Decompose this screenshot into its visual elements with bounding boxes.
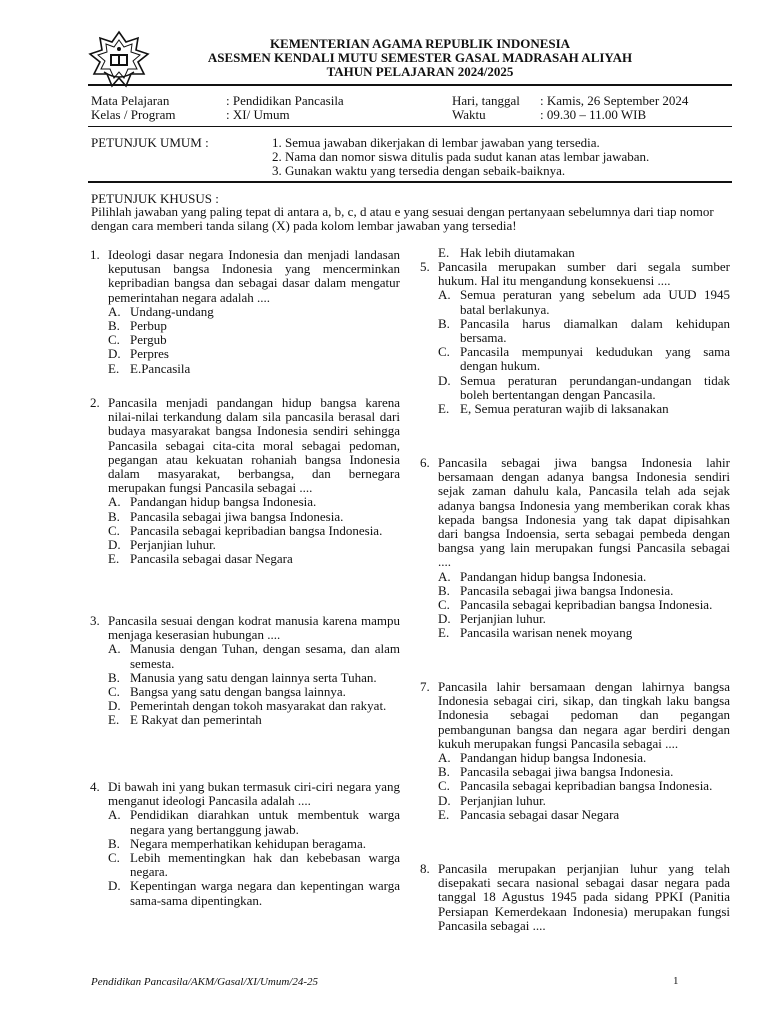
instructions-divider [88, 181, 732, 183]
question-text: Pancasila menjadi pandangan hidup bangsa karena nilai-nilai terkandung dalam sila pancasila berasal dari budaya masyarakat bangsa Indonesia sendiri sehingga Pancasila sebagai cita-cita moral sebagai pedoman, pegangan atau kekuatan rohaniah bangsa Indonesia dalam masyarakat, berbangsa, dan bernegara merupakan fungsi Pancasila sebagai .... [108, 395, 400, 496]
question-text: Pancasila merupakan sumber dari segala sumber hukum. Hal itu mengandung konsekuensi .... [438, 259, 730, 289]
question-text: Pancasila sebagai jiwa bangsa Indonesia lahir bersamaan dengan adanya bangsa Indonesia sendiri sejak zaman dahulu kala, Pancasila telah ada sejak adanya bangsa Indonesia yang memberikan corak khas kepada bangsa Indonesia yang tak dapat dipisahkan dari bangsa Indoensia, serta sebagai pembeda dengan bangsa yang lain merupakan fungsi Pancasila sebagai .... [438, 455, 730, 570]
header-ministry: KEMENTERIAN AGAMA REPUBLIK INDONESIA [269, 36, 571, 51]
question-text: Ideologi dasar negara Indonesia dan menjadi landasan keputusan bangsa Indonesia yang mencerminkan kepribadian bangsa dan sebagai dasar dalam mengatur pemerintahan negara adalah .... [108, 247, 400, 305]
option-text: Pancasila sebagai jiwa bangsa Indonesia. [130, 508, 344, 524]
option-text: Pancasila sebagai jiwa bangsa Indonesia. [460, 764, 674, 780]
question-number: 8. [420, 861, 430, 876]
option-text: Semua peraturan perundangan-undangan tidak boleh bertentangan dengan Pancasila. [460, 372, 730, 402]
option-text: Perjanjian luhur. [130, 537, 216, 553]
question-item [420, 260, 730, 416]
time-label: Waktu [452, 107, 486, 122]
option-letter: D. [438, 611, 451, 627]
footer-document-code: Pendidikan Pancasila/AKM/Gasal/XI/Umum/24-25 [91, 976, 318, 988]
option-text: Semua peraturan yang sebelum ada UUD 1945 batal berlakunya. [460, 287, 730, 317]
option-text: Bangsa yang satu dengan bangsa lainnya. [130, 684, 346, 700]
special-instructions-text: Pilihlah jawaban yang paling tepat di antara a, b, c, d atau e yang sesuai dengan pertanyaan sebelumnya dari tiap nomor dengan cara memberi tanda silang (X) pada kolom lembar jawaban yang tersedia! [91, 204, 714, 233]
question-item [420, 456, 730, 641]
general-instructions-label: PETUNJUK UMUM : [91, 135, 209, 150]
option-text: E.Pancasila [130, 360, 191, 376]
option-letter: A. [108, 494, 121, 510]
question-text: Di bawah ini yang bukan termasuk ciri-ciri negara yang menganut ideologi Pancasila adalah .... [108, 779, 400, 809]
option-text: Perbup [130, 318, 167, 334]
option-letter: E. [108, 360, 120, 376]
option-letter: A. [108, 807, 121, 823]
day-value: : Kamis, 26 September 2024 [540, 93, 689, 108]
question-number: 7. [420, 679, 430, 694]
option-letter: E. [108, 551, 120, 567]
question-number: 2. [90, 395, 100, 410]
question-item [90, 248, 400, 376]
question-text: Pancasila merupakan perjanjian luhur yang telah disepakati secara nasional sebagai dasar negara pada tanggal 18 Agustus 1945 pada sidang PPKI (Panitia Persiapan Kemerdekaan Indonesia) merupakan fungsi Pancasila sebagai .... [438, 861, 730, 933]
option-text: Pancasila sebagai dasar Negara [130, 551, 293, 567]
option-letter: B. [108, 318, 120, 334]
header-divider [88, 84, 732, 86]
option-text: Undang-undang [130, 303, 214, 319]
option-text: Pancasila sebagai jiwa bangsa Indonesia. [460, 582, 674, 598]
general-instruction-item: 3. Gunakan waktu yang tersedia dengan sebaik-baiknya. [272, 163, 566, 178]
option-text: Negara memperhatikan kehidupan beragama. [130, 835, 367, 851]
option-text: Pancasia sebagai dasar Negara [460, 806, 620, 822]
option-text: Pancasila sebagai kepribadian bangsa Indonesia. [460, 597, 713, 613]
option-text: Perjanjian luhur. [460, 792, 546, 808]
question-number: 3. [90, 613, 100, 628]
option-text: Pandangan hidup bangsa Indonesia. [130, 494, 317, 510]
info-divider [88, 126, 732, 127]
option-letter: D. [438, 372, 451, 388]
class-value: : XI/ Umum [226, 107, 290, 122]
option-text: Lebih mementingkan hak dan kebebasan warga negara. [130, 850, 400, 880]
option-letter: C. [438, 344, 450, 360]
option-letter: D. [108, 537, 121, 553]
option-text: E, Semua peraturan wajib di laksanakan [460, 401, 669, 417]
option-text: Pandangan hidup bangsa Indonesia. [460, 750, 647, 766]
option-letter: A. [438, 568, 451, 584]
option-letter: E. [438, 401, 450, 417]
option-text: Pendidikan diarahkan untuk membentuk warga negara yang bertanggung jawab. [130, 807, 400, 837]
general-instruction-item: 2. Nama dan nomor siswa ditulis pada sudut kanan atas lembar jawaban. [272, 149, 650, 164]
question-number: 6. [420, 455, 430, 470]
day-label: Hari, tanggal [452, 93, 520, 108]
option-text: Pemerintah dengan tokoh masyarakat dan rakyat. [130, 698, 387, 714]
option-letter: D. [108, 698, 121, 714]
question-text: Pancasila lahir bersamaan dengan lahirnya bangsa Indonesia sebagai ciri, sikap, dan tingkah laku bangsa Indonesia sebagai pedoman dan pegangan pembangunan bangsa dan negara agar berdiri dengan kukuh merupakan fungsi Pancasila sebagai .... [438, 679, 730, 751]
special-instructions-label: PETUNJUK KHUSUS : [91, 191, 219, 206]
option-letter: A. [108, 641, 121, 657]
page-number: 1 [673, 975, 679, 987]
option-text: Pancasila warisan nenek moyang [460, 625, 633, 641]
option-text: Pergub [130, 332, 167, 348]
question-item [420, 680, 730, 822]
question-item [420, 862, 730, 933]
option-letter: D. [108, 346, 121, 362]
time-value: : 09.30 – 11.00 WIB [540, 107, 647, 122]
option-letter: E. [438, 806, 450, 822]
option-text: Kepentingan warga negara dan kepentingan warga sama-sama dipentingkan. [130, 878, 400, 908]
option-letter: C. [108, 332, 120, 348]
option-letter: E. [438, 245, 450, 260]
option-letter: B. [108, 508, 120, 524]
option-letter: C. [108, 850, 120, 866]
option-letter: B. [108, 669, 120, 685]
option-letter: D. [438, 792, 451, 808]
option-text: Pancasila sebagai kepribadian bangsa Indonesia. [130, 522, 383, 538]
header-academic-year: TAHUN PELAJARAN 2024/2025 [326, 64, 514, 79]
option-letter: D. [108, 878, 121, 894]
header-exam-title: ASESMEN KENDALI MUTU SEMESTER GASAL MADRASAH ALIYAH [207, 50, 633, 65]
option-text: Pancasila harus diamalkan dalam kehidupan bersama. [460, 315, 730, 346]
option-letter: A. [108, 303, 121, 319]
option-text: Perpres [130, 346, 169, 362]
option-letter: E. [108, 712, 120, 728]
question-number: 5. [420, 259, 430, 274]
option-text: Pandangan hidup bangsa Indonesia. [460, 568, 647, 584]
option-text: Pancasila mempunyai kedudukan yang sama dengan hukum. [460, 344, 730, 374]
question-text: Pancasila sesuai dengan kodrat manusia karena mampu menjaga keserasian hubungan .... [108, 613, 400, 643]
option-text: Pancasila sebagai kepribadian bangsa Indonesia. [460, 778, 713, 794]
option-text: Manusia dengan Tuhan, dengan sesama, dan alam semesta. [130, 641, 400, 671]
option-letter: B. [438, 764, 450, 780]
question-item [90, 396, 400, 566]
question-number: 4. [90, 779, 100, 794]
option-letter: A. [438, 287, 451, 303]
question-item [90, 780, 400, 908]
option-letter: E. [438, 625, 450, 641]
option-letter: C. [438, 778, 450, 794]
general-instruction-item: 1. Semua jawaban dikerjakan di lembar jawaban yang tersedia. [272, 135, 600, 150]
option-text: Hak lebih diutamakan [460, 245, 575, 260]
option-letter: C. [108, 684, 120, 700]
option-letter: C. [108, 522, 120, 538]
question-number: 1. [90, 247, 100, 262]
option-text: Manusia yang satu dengan lainnya serta Tuhan. [130, 669, 377, 685]
class-label: Kelas / Program [91, 107, 176, 122]
option-letter: A. [438, 750, 451, 766]
subject-label: Mata Pelajaran [91, 93, 170, 108]
ministry-logo [86, 30, 152, 88]
option-letter: C. [438, 597, 450, 613]
option-letter: B. [108, 835, 120, 851]
option-letter: B. [438, 315, 450, 331]
option-letter: B. [438, 582, 450, 598]
option-text: Perjanjian luhur. [460, 611, 546, 627]
option-text: E Rakyat dan pemerintah [130, 712, 262, 728]
question-item [90, 614, 400, 728]
subject-value: : Pendidikan Pancasila [226, 93, 344, 108]
